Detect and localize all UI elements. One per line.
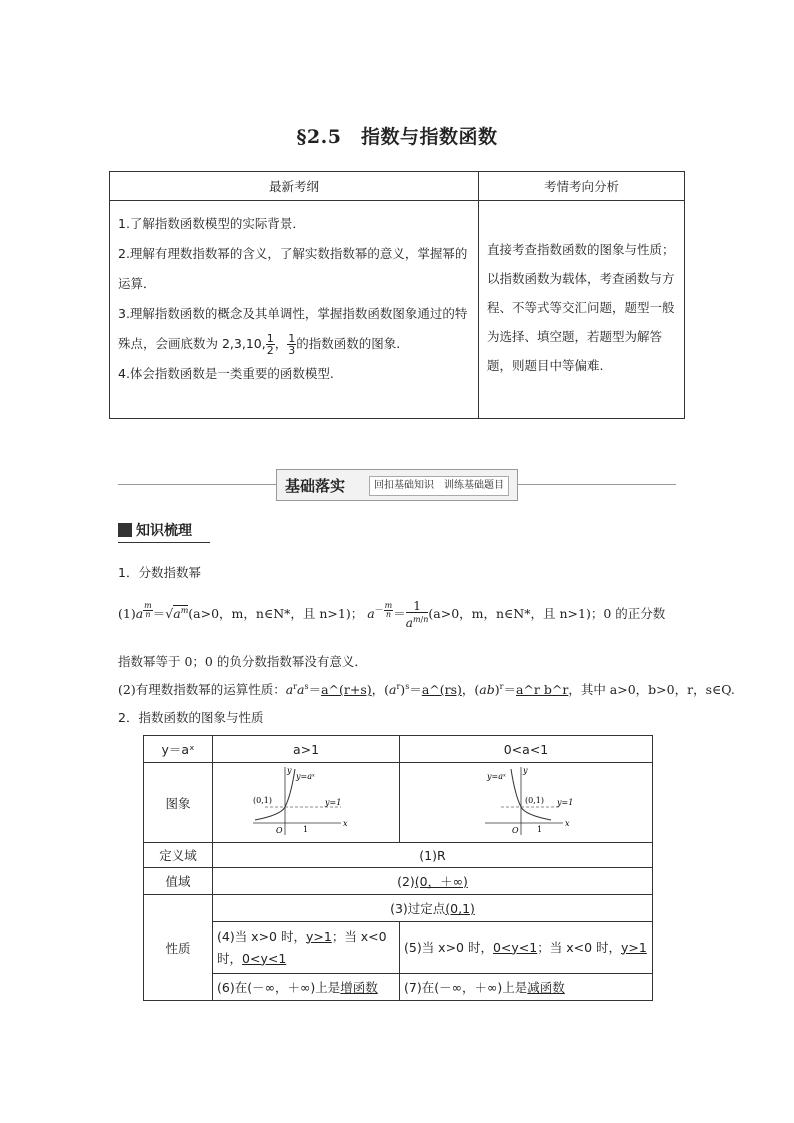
graph-label: 1 bbox=[303, 825, 309, 834]
analysis-text: 直接考查指数函数的图象与性质；以指数函数为载体，考查函数与方程、不等式等交汇问题，题型一般为选择、填空题，若题型为解答题，则题目中等偏难. bbox=[479, 201, 685, 419]
banner-rule-right bbox=[516, 484, 676, 485]
graph-increasing bbox=[213, 763, 400, 843]
range-value: (2)(0，＋∞) bbox=[213, 868, 653, 895]
property-fixed-point: (3)过定点(0,1) bbox=[213, 895, 653, 922]
graph-label: y=aˣ bbox=[296, 772, 315, 781]
header-a-greater-1: a>1 bbox=[213, 736, 400, 763]
banner-title: 基础落实 bbox=[285, 477, 346, 495]
row-label-range: 值域 bbox=[144, 868, 213, 895]
graph-label: y bbox=[287, 766, 292, 775]
property-6: (6)在(－∞，＋∞)上是增函数 bbox=[213, 974, 400, 1001]
property-4: (4)当 x>0 时，y>1；当 x<0 时，0<y<1 bbox=[213, 922, 400, 974]
syllabus-items bbox=[110, 201, 479, 419]
graph-increasing-svg bbox=[251, 765, 361, 837]
graph-decreasing-svg bbox=[471, 765, 581, 837]
graph-label: (0,1) bbox=[253, 796, 272, 805]
heading-fraction-power: 1．分数指数幂 bbox=[118, 565, 201, 580]
page-title: §2.5 指数与指数函数 bbox=[296, 126, 498, 148]
section-underline bbox=[118, 542, 210, 543]
syllabus-table bbox=[109, 171, 685, 419]
row-label-domain: 定义域 bbox=[144, 843, 213, 868]
graph-label: x bbox=[565, 819, 570, 828]
graph-decreasing bbox=[400, 763, 653, 843]
syllabus-item: 3.理解指数函数的概念及其单调性，掌握指数函数图象通过的特殊点，会画底数为 2,3,10, $\frac{1}{2}$ ， $\frac{1}{3}$ 的指数函数的图象. bbox=[118, 306, 468, 357]
formula-line: (1)a $^{\frac{m}{n}}$ $=√a^m(a>0$，m，n∈N*，且 n>1)； $a^{- \frac{m}{n}}$ ＝ $\frac{1}{a^{m/n}}$ (a>0，m，n∈N*，且 n>1)；0 的正分数 bbox=[118, 599, 666, 630]
heading-exponential-function: 2．指数函数的图象与性质 bbox=[118, 710, 264, 725]
graph-label: x bbox=[343, 819, 348, 828]
exponential-function-table bbox=[143, 735, 653, 1001]
banner-rule-left bbox=[118, 484, 276, 485]
analysis-header: 考情考向分析 bbox=[479, 172, 685, 201]
syllabus-item: 1.了解指数函数模型的实际背景． bbox=[118, 216, 305, 231]
graph-label: 1 bbox=[537, 825, 543, 834]
property-5: (5)当 x>0 时，0<y<1；当 x<0 时，y>1 bbox=[400, 922, 653, 974]
formula-note: 指数幂等于 0；0 的负分数指数幂没有意义． bbox=[118, 654, 367, 669]
section-heading: 知识梳理 bbox=[118, 520, 192, 540]
syllabus-header: 最新考纲 bbox=[110, 172, 479, 201]
syllabus-item: 4.体会指数函数是一类重要的函数模型. bbox=[118, 366, 334, 381]
fraction-third: $\frac{1}{3}$ bbox=[288, 332, 296, 357]
graph-label: y=1 bbox=[325, 798, 342, 807]
fraction-half: $\frac{1}{2}$ bbox=[266, 332, 274, 357]
square-icon bbox=[118, 523, 132, 537]
graph-label: (0,1) bbox=[525, 796, 544, 805]
row-label-graph: 图象 bbox=[144, 763, 213, 843]
operation-rules: (2)有理数指数幂的运算性质：$a^ra^s=a\^{}(r+s)$，$(a^r)^s=a\^{}(rs)$，(ab)$^r$＝a^r b^r，其中 a>0，b>0，r，s∈Q. bbox=[118, 681, 735, 697]
property-7: (7)在(－∞，＋∞)上是减函数 bbox=[400, 974, 653, 1001]
row-label-properties: 性质 bbox=[144, 895, 213, 1001]
graph-label: O bbox=[276, 826, 283, 835]
graph-label: y=1 bbox=[557, 798, 574, 807]
header-a-between-0-1: 0<a<1 bbox=[400, 736, 653, 763]
syllabus-item: 2.理解有理数指数幂的含义，了解实数指数幂的意义，掌握幂的运算． bbox=[118, 246, 468, 291]
graph-label: y=aˣ bbox=[487, 772, 506, 781]
header-function: y＝aˣ bbox=[144, 736, 213, 763]
banner-subtitle: 回扣基础知识 训练基础题目 bbox=[369, 476, 509, 496]
graph-label: y bbox=[523, 766, 528, 775]
section-banner bbox=[276, 469, 518, 501]
domain-value: (1)R bbox=[213, 843, 653, 868]
graph-label: O bbox=[512, 826, 519, 835]
